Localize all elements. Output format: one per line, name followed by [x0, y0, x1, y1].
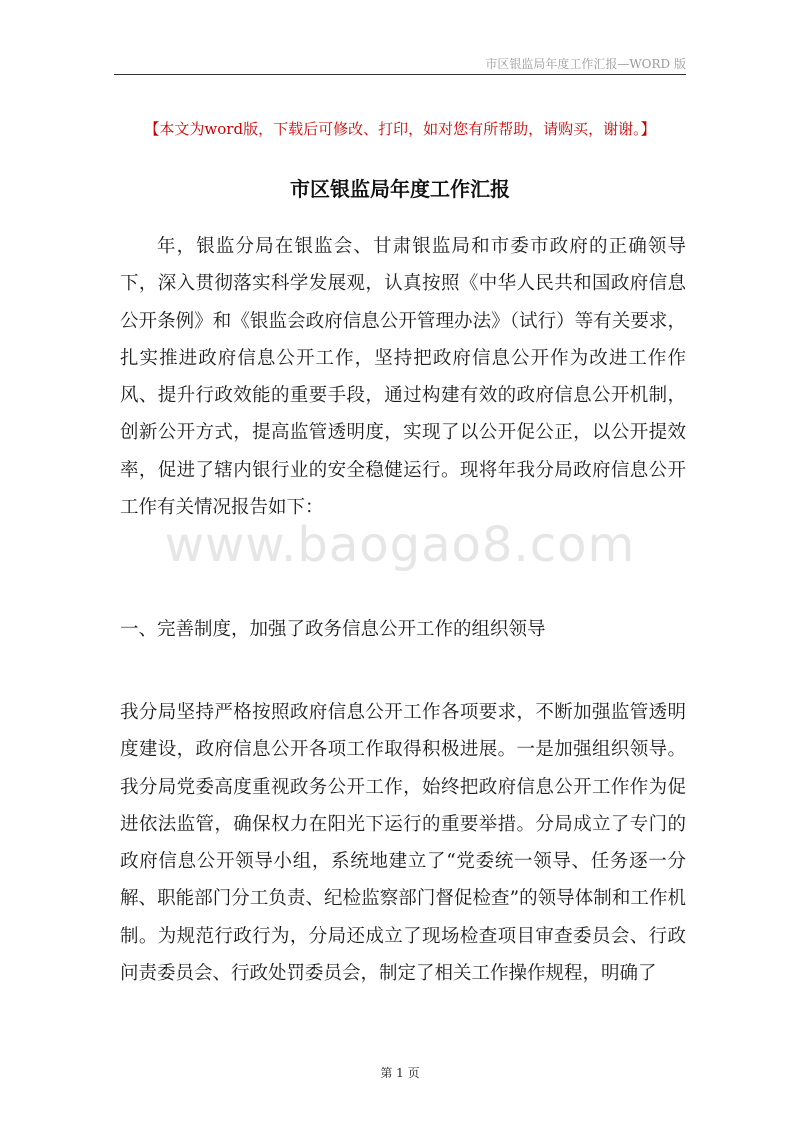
intro-paragraph: 年，银监分局在银监会、甘肃银监局和市委市政府的正确领导下，深入贯彻落实科学发展观，认真按照《中华人民共和国政府信息公开条例》和《银监会政府信息公开管理办法》（试行）等有关要求，扎实推进政府信息公开工作，坚持把政府信息公开作为改进工作作风、提升行政效能的重要手段，通过构建有效的政府信息公开机制，创新公开方式，提高监管透明度，实现了以公开促公正，以公开提效率，促进了辖内银行业的安全稳健运行。现将年我分局政府信息公开工作有关情况报告如下：: [120, 236, 686, 519]
page-number: 第 1 页: [380, 1066, 420, 1080]
document-title: 市区银监局年度工作汇报: [290, 177, 510, 201]
header-divider: [114, 74, 686, 75]
section1-paragraph: 我分局坚持严格按照政府信息公开工作各项要求，不断加强监管透明度建设，政府信息公开各项工作取得积极进展。一是加强组织领导。我分局党委高度重视政务公开工作，始终把政府信息公开工作作为促进依法监管，确保权力在阳光下运行的重要举措。分局成立了专门的政府信息公开领导小组，系统地建立了“党委统一领导、任务逐一分解、职能部门分工负责、纪检监察部门督促检查”的领导体制和工作机制。为规范行政行为，分局还成立了现场检查项目审查委员会、行政问责委员会、行政处罚委员会，制定了相关工作操作规程，明确了: [120, 702, 686, 985]
watermark: www.baogao8.com: [164, 517, 636, 573]
running-header: 市区银监局年度工作汇报—WORD 版: [485, 57, 686, 71]
section-heading-1: 一、完善制度，加强了政务信息公开工作的组织领导: [120, 619, 546, 640]
download-notice: 【本文为word版，下载后可修改、打印，如对您有所帮助，请购买，谢谢。】: [144, 120, 656, 138]
